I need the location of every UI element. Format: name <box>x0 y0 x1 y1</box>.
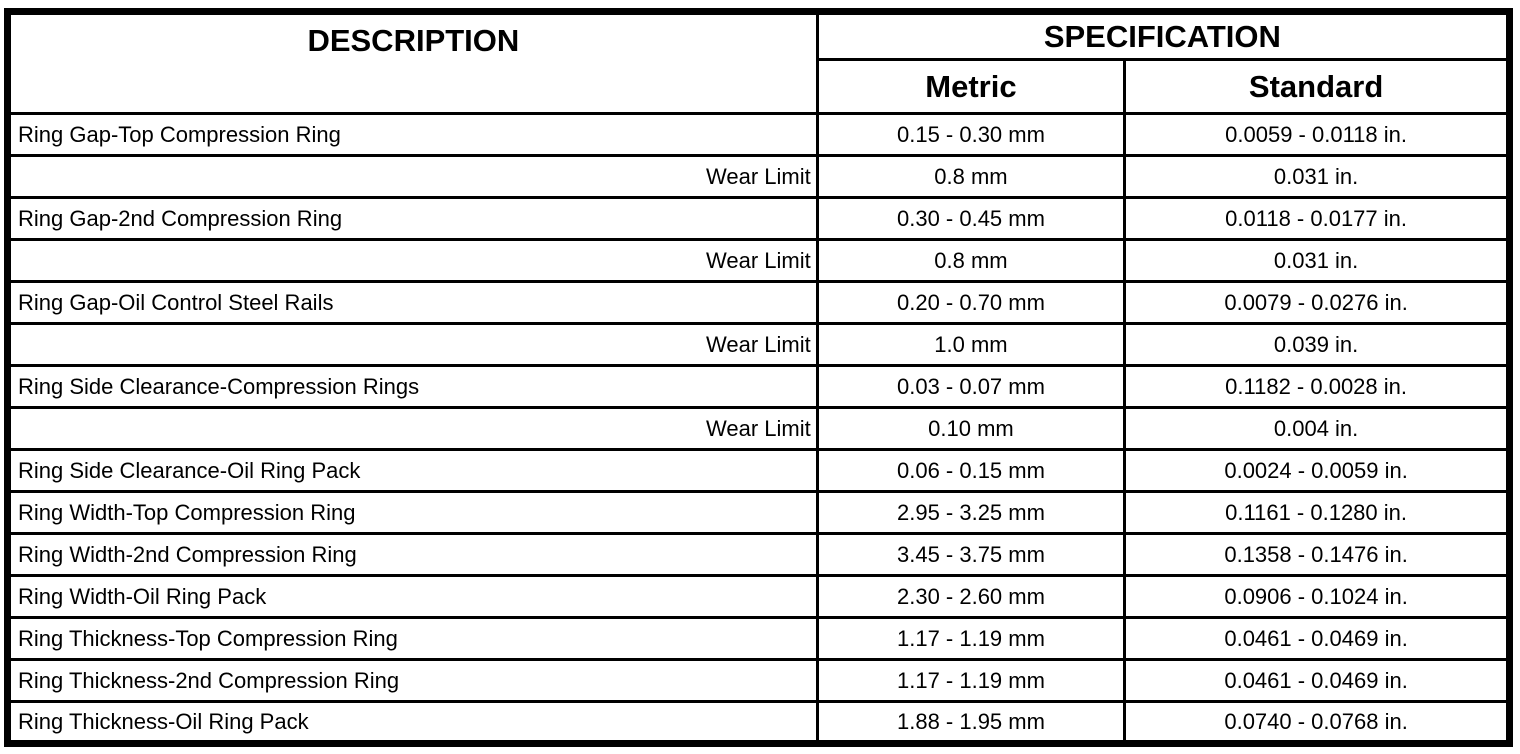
row-standard-value: 0.1161 - 0.1280 in. <box>1125 492 1510 534</box>
table-row <box>8 618 1510 660</box>
row-standard-value: 0.0906 - 0.1024 in. <box>1125 576 1510 618</box>
row-description: Ring Side Clearance-Compression Rings <box>8 366 818 408</box>
row-description: Wear Limit <box>8 240 818 282</box>
row-description: Ring Side Clearance-Oil Ring Pack <box>8 450 818 492</box>
table-row <box>8 492 1510 534</box>
row-metric-value: 1.0 mm <box>817 324 1124 366</box>
row-description: Ring Thickness-Top Compression Ring <box>8 618 818 660</box>
row-description: Ring Gap-2nd Compression Ring <box>8 198 818 240</box>
col-header-specification: SPECIFICATION <box>817 12 1509 60</box>
row-description: Ring Thickness-2nd Compression Ring <box>8 660 818 702</box>
table-row-wear-limit <box>8 324 1510 366</box>
row-metric-value: 1.17 - 1.19 mm <box>817 660 1124 702</box>
table-row <box>8 576 1510 618</box>
row-standard-value: 0.031 in. <box>1125 240 1510 282</box>
row-standard-value: 0.004 in. <box>1125 408 1510 450</box>
row-description: Wear Limit <box>8 156 818 198</box>
row-standard-value: 0.0079 - 0.0276 in. <box>1125 282 1510 324</box>
row-description: Ring Gap-Top Compression Ring <box>8 114 818 156</box>
table-row <box>8 114 1510 156</box>
row-metric-value: 0.10 mm <box>817 408 1124 450</box>
row-standard-value: 0.1182 - 0.0028 in. <box>1125 366 1510 408</box>
row-description: Wear Limit <box>8 324 818 366</box>
row-metric-value: 3.45 - 3.75 mm <box>817 534 1124 576</box>
row-metric-value: 2.95 - 3.25 mm <box>817 492 1124 534</box>
table-row <box>8 450 1510 492</box>
table-row <box>8 198 1510 240</box>
table-row <box>8 660 1510 702</box>
row-description: Ring Width-Top Compression Ring <box>8 492 818 534</box>
table-row-wear-limit <box>8 408 1510 450</box>
row-metric-value: 0.8 mm <box>817 156 1124 198</box>
header-row-1 <box>8 12 1510 60</box>
col-header-standard: Standard <box>1125 60 1510 114</box>
row-standard-value: 0.0024 - 0.0059 in. <box>1125 450 1510 492</box>
row-metric-value: 0.15 - 0.30 mm <box>817 114 1124 156</box>
table-row-wear-limit <box>8 156 1510 198</box>
row-description: Wear Limit <box>8 408 818 450</box>
row-description: Ring Thickness-Oil Ring Pack <box>8 702 818 744</box>
row-standard-value: 0.0059 - 0.0118 in. <box>1125 114 1510 156</box>
row-standard-value: 0.0461 - 0.0469 in. <box>1125 660 1510 702</box>
row-standard-value: 0.0461 - 0.0469 in. <box>1125 618 1510 660</box>
table-row-wear-limit <box>8 240 1510 282</box>
row-description: Ring Width-Oil Ring Pack <box>8 576 818 618</box>
col-header-metric: Metric <box>817 60 1124 114</box>
row-metric-value: 0.30 - 0.45 mm <box>817 198 1124 240</box>
table-row <box>8 366 1510 408</box>
row-description: Ring Gap-Oil Control Steel Rails <box>8 282 818 324</box>
row-description: Ring Width-2nd Compression Ring <box>8 534 818 576</box>
table-row <box>8 702 1510 744</box>
row-standard-value: 0.031 in. <box>1125 156 1510 198</box>
col-header-description: DESCRIPTION <box>8 12 818 114</box>
row-metric-value: 1.88 - 1.95 mm <box>817 702 1124 744</box>
row-metric-value: 0.20 - 0.70 mm <box>817 282 1124 324</box>
piston-ring-spec-table <box>4 8 1513 747</box>
row-standard-value: 0.1358 - 0.1476 in. <box>1125 534 1510 576</box>
row-metric-value: 0.8 mm <box>817 240 1124 282</box>
row-metric-value: 2.30 - 2.60 mm <box>817 576 1124 618</box>
row-metric-value: 0.03 - 0.07 mm <box>817 366 1124 408</box>
row-metric-value: 0.06 - 0.15 mm <box>817 450 1124 492</box>
row-standard-value: 0.0118 - 0.0177 in. <box>1125 198 1510 240</box>
row-standard-value: 0.0740 - 0.0768 in. <box>1125 702 1510 744</box>
row-standard-value: 0.039 in. <box>1125 324 1510 366</box>
table-row <box>8 534 1510 576</box>
row-metric-value: 1.17 - 1.19 mm <box>817 618 1124 660</box>
table-row <box>8 282 1510 324</box>
